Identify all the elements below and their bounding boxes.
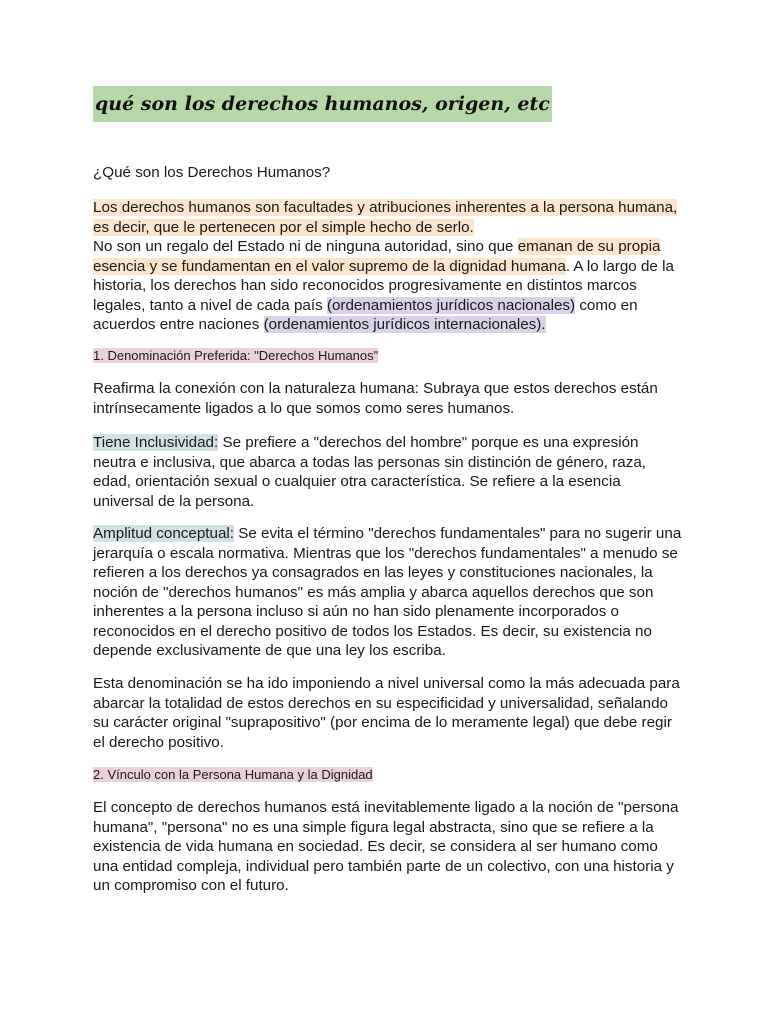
intro-highlight-national: (ordenamientos jurídicos nacionales) xyxy=(326,296,576,314)
section1-paragraph-inclusivity xyxy=(93,433,683,511)
section1-heading xyxy=(93,347,378,364)
inclusivity-text: Se prefiere a "derechos del hombre" porque es una expresión neutra e inclusiva, que abarca a todas las personas sin distinción de género, raza, edad, orientación sexual o cualquier otra característica. Se refiere a la esencia universal de la persona. xyxy=(93,434,646,510)
intro-highlight-essence: emanan de su propia esencia y se fundamentan en el valor supremo de la dignidad humana xyxy=(93,238,661,275)
section2-paragraph-1: El concepto de derechos humanos está inevitablemente ligado a la noción de "persona humana", "persona" no es una simple figura legal abstracta, sino que se refiere a la existencia de vida humana en sociedad. Es decir, se considera al ser humano como una entidad compleja, individual pero también parte de un colectivo, con una historia y un compromiso con el futuro. xyxy=(93,799,679,894)
intro-text-2: . A lo largo de la historia, los derechos han sido reconocidos progresivamente en distintos marcos legales, tanto a nivel de cada país xyxy=(93,257,674,314)
intro-paragraph xyxy=(93,198,683,335)
intro-highlight-definition: Los derechos humanos son facultades y atribuciones inherentes a la persona humana, es decir, que le pertenecen por el simple hecho de serlo. xyxy=(93,199,678,236)
section1-heading-text: 1. Denominación Preferida: "Derechos Humanos" xyxy=(93,348,379,363)
intro-highlight-international: (ordenamientos jurídicos internacionales). xyxy=(263,316,546,333)
intro-text-1: No son un regalo del Estado ni de ninguna autoridad, sino que xyxy=(93,238,518,255)
section1-paragraph-1: Reafirma la conexión con la naturaleza humana: Subraya que estos derechos están intrínsecamente ligados a lo que somos como seres humanos. xyxy=(93,380,658,417)
inclusivity-label: Tiene Inclusividad: xyxy=(93,434,219,451)
amplitude-text: Se evita el término "derechos fundamentales" para no sugerir una jerarquía o escala normativa. Mientras que los "derechos fundamentales" a menudo se refieren a los derechos ya consagrados en las leyes y constituciones nacionales, la noción de "derechos humanos" es más amplia y abarca aquellos derechos que son inherentes a la persona incluso si aún no han sido plenamente incorporados o reconocidos en el derecho positivo de todos los Estados. Es decir, su existencia no depende exclusivamente de que una ley los escriba. xyxy=(93,525,682,659)
document-title: qué son los derechos humanos, origen, etc xyxy=(93,86,552,122)
amplitude-label: Amplitud conceptual: xyxy=(93,525,234,542)
section2-heading xyxy=(93,766,373,783)
section1-paragraph-amplitude xyxy=(93,524,683,661)
section2-heading-text: 2. Vínculo con la Persona Humana y la Dignidad xyxy=(93,767,373,782)
intro-text-3: como en acuerdos entre naciones xyxy=(93,296,638,333)
question-heading: ¿Qué son los Derechos Humanos? xyxy=(93,164,331,181)
section1-paragraph-4: Esta denominación se ha ido imponiendo a nivel universal como la más adecuada para abarcar la totalidad de estos derechos en su especificidad y universalidad, señalando su carácter original "suprapositivo" (por encima de lo meramente legal) que debe regir el derecho positivo. xyxy=(93,675,680,751)
